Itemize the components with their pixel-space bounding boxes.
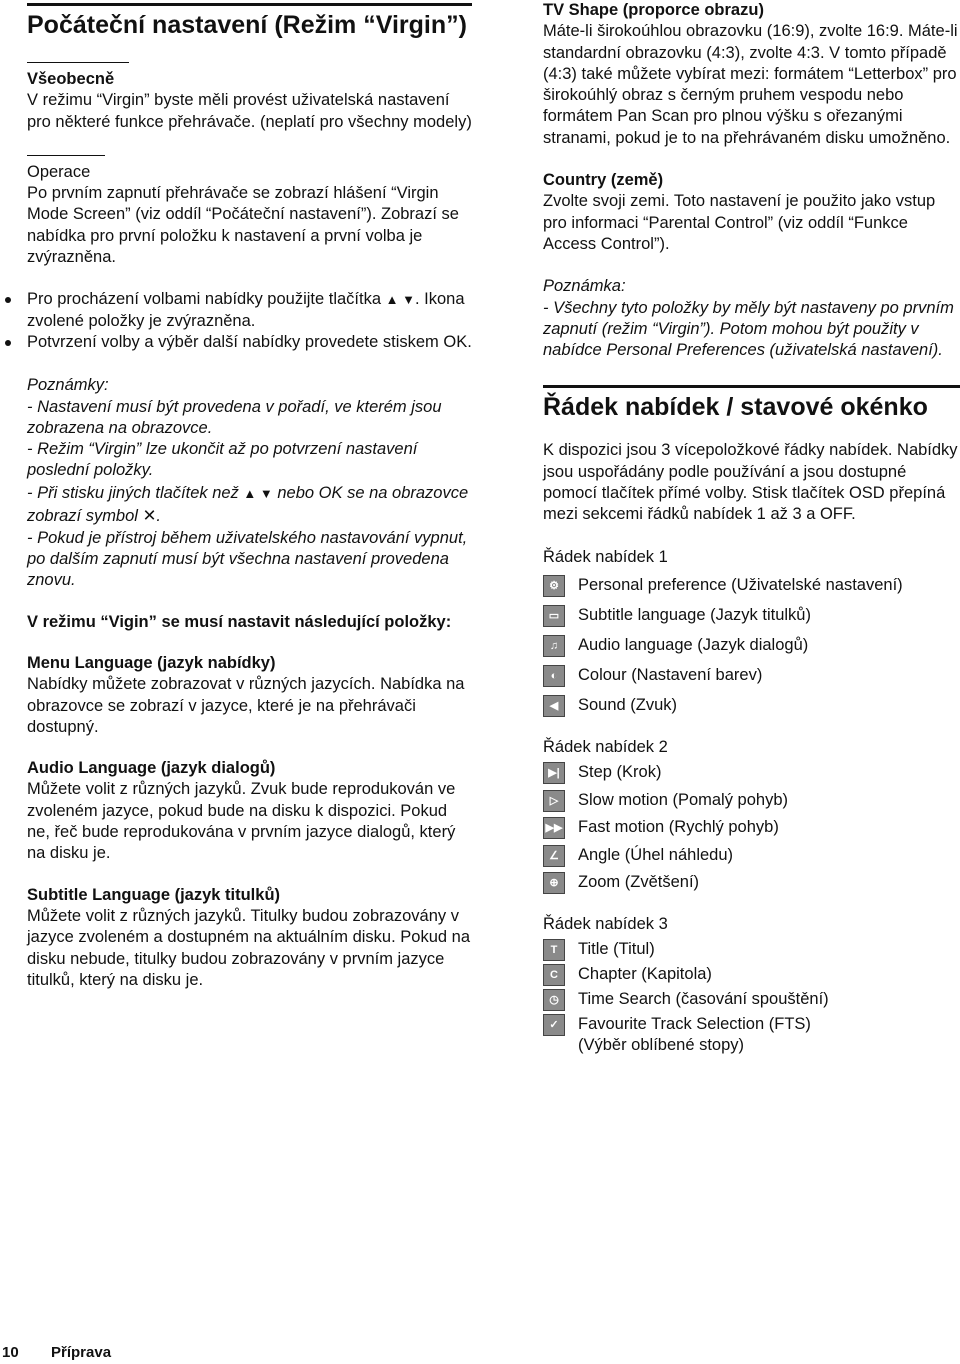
list-item-label: Angle (Úhel náhledu) [578, 845, 734, 864]
fts-label-extra: (Výběr oblíbené stopy) [578, 1036, 745, 1055]
note-text: - Všechny tyto položky by měly být nastaveny po prvním zapnutí (režim “Virgin”). Potom mohou být použity v nabídce Personal Preferences (uživatelská nastavení). [543, 298, 954, 360]
list-item-label [578, 1014, 811, 1056]
list-item [543, 788, 960, 816]
menu-bar-2-list [543, 760, 960, 898]
list-item [543, 603, 960, 633]
list-item-label: Time Search (časování spouštění) [578, 990, 829, 1009]
fts-icon: ✓ [543, 1014, 565, 1036]
audio-language-icon: ♫ [543, 635, 565, 657]
note-3 [27, 482, 472, 528]
subtitle-icon: ▭ [543, 605, 565, 627]
up-down-arrows-icon: ▲ ▼ [385, 292, 415, 308]
tv-shape-text: Máte-li širokoúhlou obrazovku (16:9), zvolte 16:9. Máte-li standardní obrazovku (4:3), zvolte 4:3. V tomto případě (4:3) také můžete vybírat mezi: formátem “Letterbox” pro širokoúhlý obraz s černým pruhem vespodu nebo formátem Pan Scan pro plnou výšku s ořezanými stranami, pokud je to na přehrávaném disku umožněno. [543, 22, 958, 147]
note-3-text-c: . [156, 506, 161, 525]
list-item-label: Chapter (Kapitola) [578, 965, 712, 984]
zoom-icon: ⊕ [543, 872, 565, 894]
colour-icon: ◐ [543, 665, 565, 687]
menu-bar-3-heading: Řádek nabídek 3 [543, 914, 668, 933]
list-item-label: Subtitle language (Jazyk titulků) [578, 605, 811, 624]
note-3-text-b: nebo OK se na obrazovce zobrazí symbol [27, 483, 469, 525]
time-search-icon: ◷ [543, 989, 565, 1011]
audio-language-text: Můžete volit z různých jazyků. Zvuk bude reprodukován ve zvoleném jazyce, pokud bude na disku k dispozici. Pokud ne, řeč bude reprodukována v prvním jazyce dialogů, který na disku je. [27, 780, 456, 863]
list-item-label: Sound (Zvuk) [578, 695, 678, 714]
operation-heading: Operace [27, 162, 91, 181]
note-2: - Režim “Virgin” lze ukončit až po potvrzení nastavení poslední položky. [27, 440, 418, 480]
bullet-navigate [27, 289, 472, 332]
up-down-arrows-icon: ▲ ▼ [243, 485, 273, 501]
audio-language-heading: Audio Language (jazyk dialogů) [27, 759, 276, 778]
list-item-label: Slow motion (Pomalý pohyb) [578, 790, 789, 809]
subtitle-language-heading: Subtitle Language (jazyk titulků) [27, 885, 281, 904]
fast-motion-icon: ▶▶ [543, 817, 565, 839]
note-heading: Poznámka: [543, 277, 626, 296]
list-item-label: Zoom (Zvětšení) [578, 873, 700, 892]
list-item [543, 633, 960, 663]
list-item [543, 870, 960, 898]
sound-icon: ◀ [543, 695, 565, 717]
menu-bar-1-heading: Řádek nabídek 1 [543, 547, 668, 566]
slow-motion-icon: ▷ [543, 790, 565, 812]
menu-bar-2-heading: Řádek nabídek 2 [543, 737, 668, 756]
section-rule [27, 155, 105, 156]
title-icon: T [543, 939, 565, 961]
step-icon: ▶| [543, 762, 565, 784]
menu-bar-rule [543, 385, 960, 388]
list-item-label: Personal preference (Uživatelské nastavení) [578, 575, 903, 594]
menu-bar-1-list [543, 573, 960, 723]
bullet-navigate-text: Pro procházení volbami nabídky použijte tlačítka [27, 290, 382, 309]
list-item [543, 760, 960, 788]
list-item [543, 987, 960, 1012]
list-item-label: Audio language (Jazyk dialogů) [578, 635, 809, 654]
page-title: Počáteční nastavení (Režim “Virgin”) [27, 11, 467, 39]
list-item [543, 573, 960, 603]
menu-bar-3-list [543, 937, 960, 1058]
list-item-label: Title (Titul) [578, 940, 655, 959]
list-item [543, 663, 960, 693]
note-3-text-a: - Při stisku jiných tlačítek než [27, 483, 239, 502]
menu-language-heading: Menu Language (jazyk nabídky) [27, 653, 276, 672]
personal-preference-icon: ⚙ [543, 575, 565, 597]
list-item-label: Step (Krok) [578, 763, 662, 782]
list-item-label: Fast motion (Rychlý pohyb) [578, 818, 779, 837]
chapter-icon: C [543, 964, 565, 986]
menu-language-text: Nabídky můžete zobrazovat v různých jazycích. Nabídka na obrazovce se zobrazí v jazyce, které je na přehrávači dostupný. [27, 675, 465, 736]
angle-icon: ∠ [543, 845, 565, 867]
list-item [543, 937, 960, 962]
general-text: V režimu “Virgin” byste měli provést uživatelská nastavení pro některé funkce přehrávače. (neplatí pro všechny modely) [27, 91, 472, 131]
note-4: - Pokud je přístroj během uživatelského nastavování vypnut, po dalším zapnutí musí být všechna nastavení provedena znovu. [27, 528, 468, 590]
tv-shape-heading: TV Shape (proporce obrazu) [543, 1, 764, 19]
menu-bar-heading: Řádek nabídek / stavové okénko [543, 393, 928, 422]
title-rule [27, 3, 472, 6]
list-item [543, 815, 960, 843]
list-item [543, 693, 960, 723]
subtitle-language-text: Můžete volit z různých jazyků. Titulky budou zobrazovány v jazyce zvoleném a dostupném na aktuálním disku. Pokud na disku nebude, titulky budou zobrazovány v prvním jazyce titulků, který na disku je. [27, 906, 471, 989]
page-number: 10 [2, 1344, 19, 1361]
bullet-confirm: Potvrzení volby a výběr další nabídky provedete stiskem OK. [27, 332, 472, 353]
section-rule [27, 62, 129, 63]
general-heading: Všeobecně [27, 70, 115, 88]
fts-label: Favourite Track Selection (FTS) [578, 1015, 811, 1034]
country-heading: Country (země) [543, 171, 664, 190]
left-column [27, 0, 472, 991]
section-name: Příprava [51, 1344, 112, 1361]
list-item [543, 962, 960, 987]
menu-bar-text: K dispozici jsou 3 vícepoložkové řádky nabídek. Nabídky jsou uspořádány podle používání a jsou dostupné pomocí tlačítek přímé volby. Stisk tlačítek OSD přepíná mezi sekcemi řádků nabídek 1 až 3 a OFF. [543, 441, 958, 524]
country-text: Zvolte svoji zemi. Toto nastavení je použito jako vstup pro informaci “Parental Control” (viz oddíl “Funkce Access Control”). [543, 192, 936, 253]
note-1: - Nastavení musí být provedena v pořadí, ve kterém jsou zobrazena na obrazovce. [27, 397, 442, 437]
list-item [543, 1012, 960, 1058]
notes-heading: Poznámky: [27, 376, 109, 395]
bullet-navigate-text-2: . Ikona zvolené položky je zvýrazněna. [27, 290, 465, 330]
list-item [543, 843, 960, 871]
must-set-heading: V režimu “Vigin” se musí nastavit následující položky: [27, 612, 452, 631]
right-column [543, 0, 960, 1058]
operation-text: Po prvním zapnutí přehrávače se zobrazí hlášení “Virgin Mode Screen” (viz oddíl “Počáteční nastavení”). Zobrazí se nabídka pro první položku k nastavení a první volba je zvýrazněna. [27, 184, 459, 267]
list-item-label: Colour (Nastavení barev) [578, 665, 763, 684]
cross-symbol-icon: ✕ [142, 506, 157, 525]
